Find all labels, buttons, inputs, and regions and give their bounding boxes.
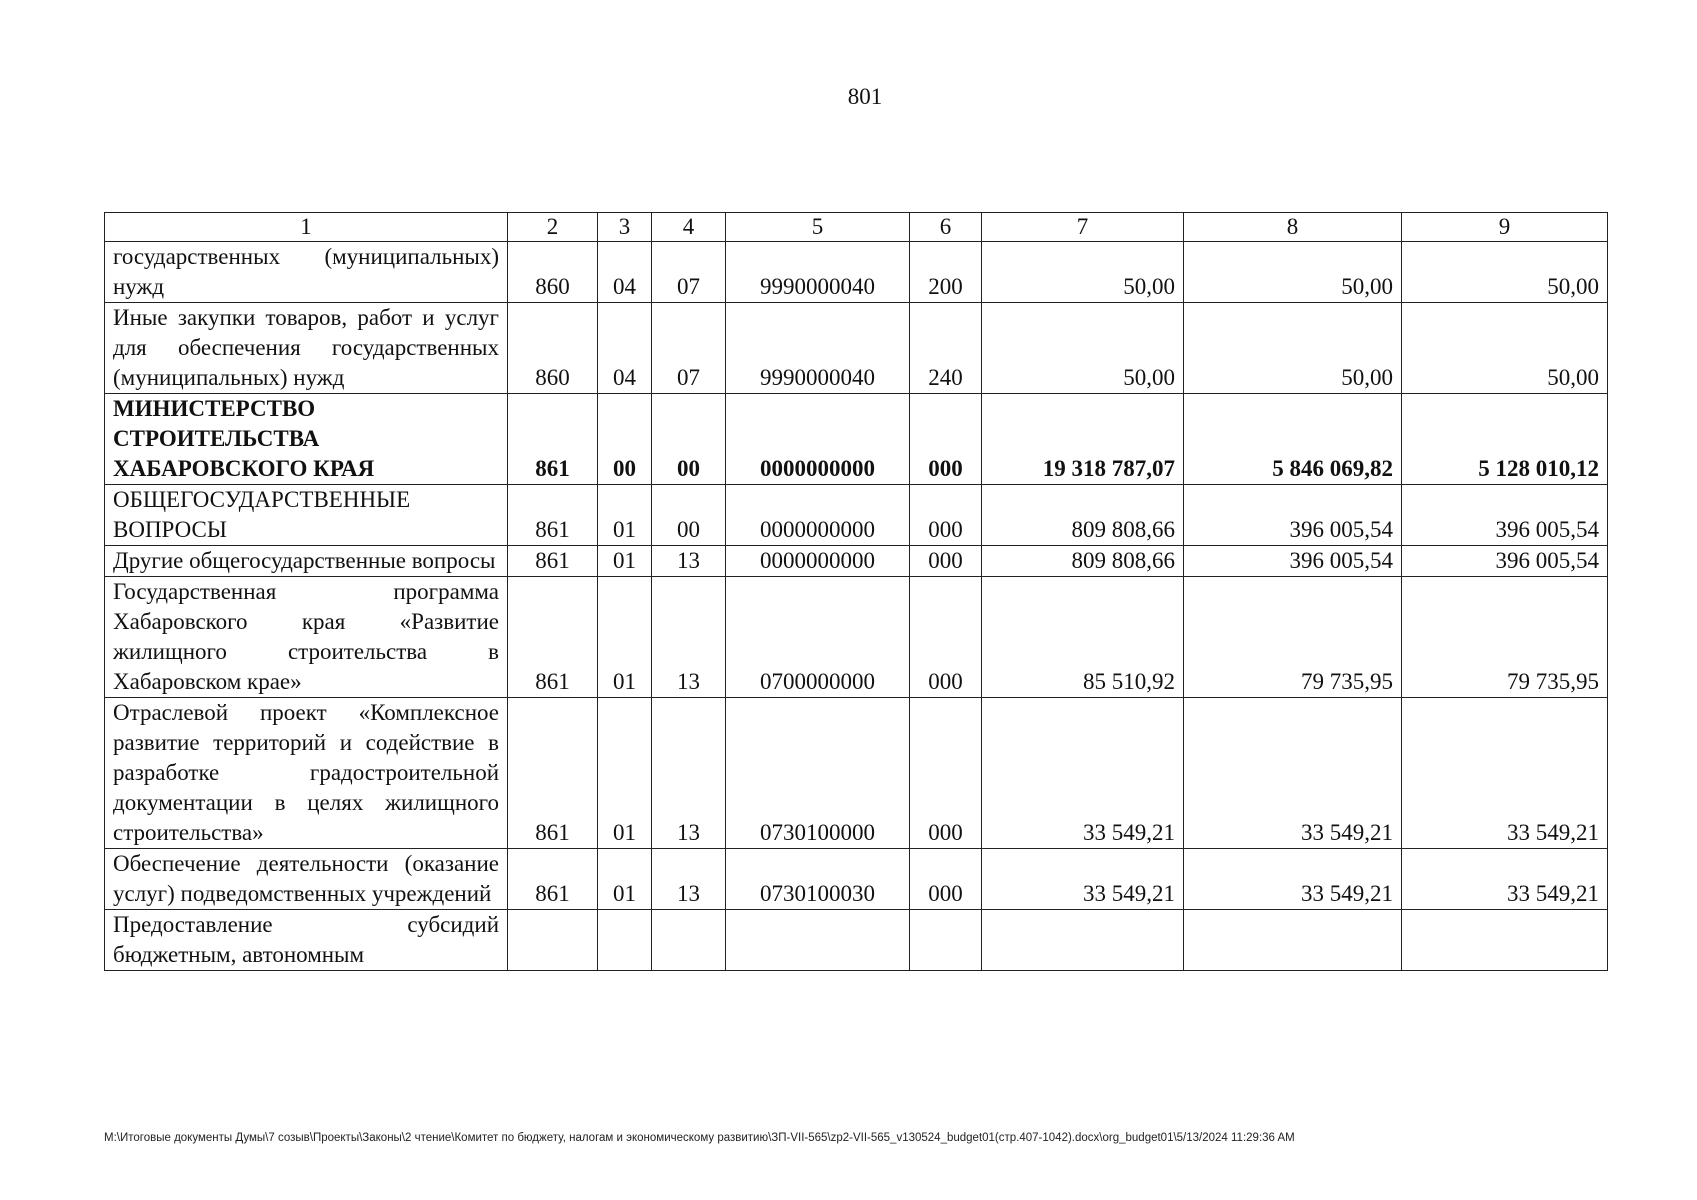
cell-col5: 0000000000 (726, 546, 910, 577)
cell-col4: 07 (652, 242, 726, 303)
cell-col3: 01 (598, 485, 652, 546)
cell-col8: 50,00 (1184, 242, 1402, 303)
cell-col9: 33 549,21 (1402, 849, 1608, 910)
cell-col5: 0000000000 (726, 485, 910, 546)
cell-col3 (598, 910, 652, 971)
cell-col2 (508, 910, 598, 971)
cell-col4: 00 (652, 485, 726, 546)
row-name-cell: Обеспечение деятельности (оказание услуг) подведомственных учреждений (105, 849, 508, 910)
row-name-cell: Иные закупки товаров, работ и услуг для обеспечения государственных (муниципальных) нужд (105, 303, 508, 394)
cell-col2: 860 (508, 303, 598, 394)
cell-col8: 33 549,21 (1184, 849, 1402, 910)
cell-col4: 13 (652, 546, 726, 577)
cell-col9: 50,00 (1402, 303, 1608, 394)
cell-col6: 000 (910, 394, 982, 485)
column-header: 8 (1184, 213, 1402, 242)
column-header: 2 (508, 213, 598, 242)
cell-col2: 861 (508, 698, 598, 849)
cell-col8 (1184, 910, 1402, 971)
cell-col8: 33 549,21 (1184, 698, 1402, 849)
cell-col5 (726, 910, 910, 971)
cell-col8: 50,00 (1184, 303, 1402, 394)
cell-col7: 809 808,66 (982, 546, 1184, 577)
cell-col9: 396 005,54 (1402, 485, 1608, 546)
cell-col7: 50,00 (982, 303, 1184, 394)
cell-col5: 0000000000 (726, 394, 910, 485)
row-name-cell: Предоставление субсидий бюджетным, автономным (105, 910, 508, 971)
column-header: 4 (652, 213, 726, 242)
cell-col6: 240 (910, 303, 982, 394)
column-header: 3 (598, 213, 652, 242)
cell-col7 (982, 910, 1184, 971)
cell-col5: 0700000000 (726, 577, 910, 698)
row-name-cell: ОБЩЕГОСУДАРСТВЕННЫЕ ВОПРОСЫ (105, 485, 508, 546)
cell-col9: 5 128 010,12 (1402, 394, 1608, 485)
column-header: 5 (726, 213, 910, 242)
cell-col6 (910, 910, 982, 971)
column-header: 1 (105, 213, 508, 242)
cell-col4: 07 (652, 303, 726, 394)
cell-col4: 13 (652, 849, 726, 910)
cell-col7: 19 318 787,07 (982, 394, 1184, 485)
row-name-cell: Отраслевой проект «Комплексное развитие территорий и содействие в разработке градостроительной документации в целях жилищного строительства» (105, 698, 508, 849)
cell-col9: 33 549,21 (1402, 698, 1608, 849)
cell-col4: 13 (652, 698, 726, 849)
document-file-path: M:\Итоговые документы Думы\7 созыв\Проекты\Законы\2 чтение\Комитет по бюджету, налогам и экономическому развитию\ЗП-VII-565\zp2-VII-565_v130524_budget01(стр.407-1042).docx\org_budget01\5/13/2024 11:29:36 AM (104, 1132, 1295, 1144)
cell-col9: 396 005,54 (1402, 546, 1608, 577)
row-name-cell: государственных (муниципальных) нужд (105, 242, 508, 303)
cell-col3: 04 (598, 242, 652, 303)
page-number: 801 (847, 84, 883, 109)
cell-col3: 01 (598, 546, 652, 577)
column-header: 7 (982, 213, 1184, 242)
cell-col4 (652, 910, 726, 971)
table-row (105, 242, 1608, 303)
cell-col8: 396 005,54 (1184, 546, 1402, 577)
cell-col4: 13 (652, 577, 726, 698)
table-row (105, 698, 1608, 849)
column-header: 9 (1402, 213, 1608, 242)
table-row (105, 485, 1608, 546)
cell-col4: 00 (652, 394, 726, 485)
cell-col5: 9990000040 (726, 303, 910, 394)
budget-table (104, 212, 1608, 971)
cell-col6: 000 (910, 577, 982, 698)
cell-col5: 0730100030 (726, 849, 910, 910)
cell-col3: 01 (598, 698, 652, 849)
cell-col9: 79 735,95 (1402, 577, 1608, 698)
cell-col7: 33 549,21 (982, 698, 1184, 849)
table-row (105, 303, 1608, 394)
cell-col2: 861 (508, 485, 598, 546)
table-row (105, 910, 1608, 971)
cell-col7: 33 549,21 (982, 849, 1184, 910)
cell-col6: 000 (910, 698, 982, 849)
row-name-cell: МИНИСТЕРСТВО СТРОИТЕЛЬСТВА ХАБАРОВСКОГО КРАЯ (105, 394, 508, 485)
cell-col8: 79 735,95 (1184, 577, 1402, 698)
cell-col2: 861 (508, 577, 598, 698)
cell-col2: 860 (508, 242, 598, 303)
cell-col5: 0730100000 (726, 698, 910, 849)
column-number-row (105, 213, 1608, 242)
cell-col2: 861 (508, 849, 598, 910)
cell-col6: 000 (910, 485, 982, 546)
cell-col3: 01 (598, 577, 652, 698)
cell-col2: 861 (508, 394, 598, 485)
row-name-cell: Другие общегосударственные вопросы (105, 546, 508, 577)
cell-col9: 50,00 (1402, 242, 1608, 303)
cell-col3: 04 (598, 303, 652, 394)
cell-col3: 00 (598, 394, 652, 485)
cell-col9 (1402, 910, 1608, 971)
table-row (105, 577, 1608, 698)
table-row (105, 546, 1608, 577)
cell-col7: 85 510,92 (982, 577, 1184, 698)
cell-col3: 01 (598, 849, 652, 910)
row-name-cell: Государственная программа Хабаровского края «Развитие жилищного строительства в Хабаровском крае» (105, 577, 508, 698)
cell-col8: 396 005,54 (1184, 485, 1402, 546)
cell-col8: 5 846 069,82 (1184, 394, 1402, 485)
cell-col5: 9990000040 (726, 242, 910, 303)
cell-col2: 861 (508, 546, 598, 577)
cell-col7: 50,00 (982, 242, 1184, 303)
cell-col6: 000 (910, 849, 982, 910)
cell-col6: 000 (910, 546, 982, 577)
table-row (105, 394, 1608, 485)
cell-col6: 200 (910, 242, 982, 303)
table-row (105, 849, 1608, 910)
cell-col7: 809 808,66 (982, 485, 1184, 546)
column-header: 6 (910, 213, 982, 242)
